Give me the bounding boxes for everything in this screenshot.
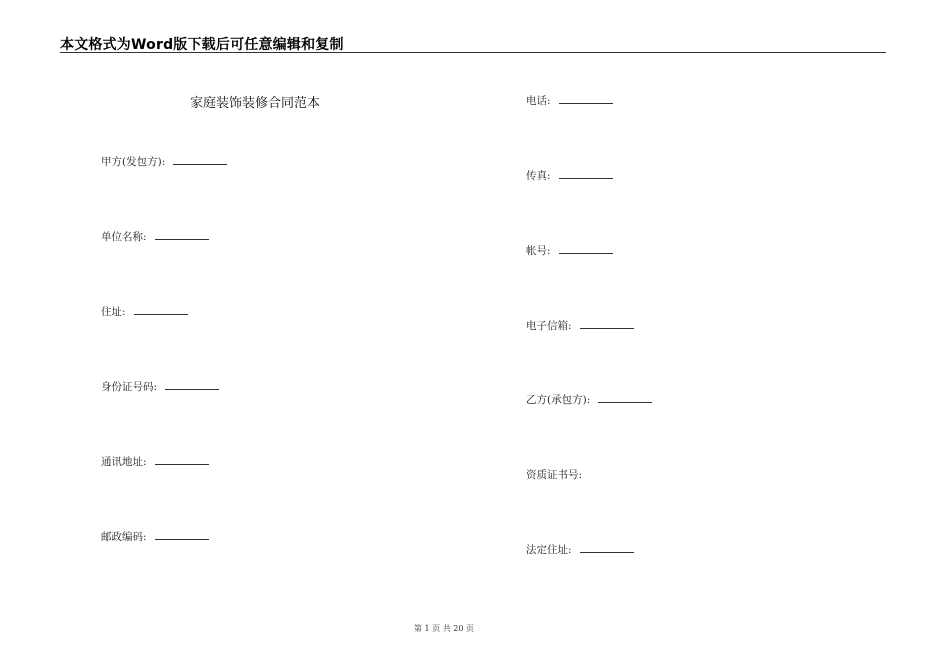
blank-line [559, 168, 613, 179]
page-header-title: 本文格式为Word版下载后可任意编辑和复制 [60, 37, 344, 53]
field-party-a [101, 154, 227, 169]
field-label: 电子信箱: [526, 320, 572, 332]
blank-line [155, 229, 209, 240]
blank-line [173, 154, 227, 165]
field-label: 资质证书号: [526, 469, 583, 481]
field-label: 住址: [101, 306, 126, 318]
field-phone [526, 93, 613, 108]
field-label: 身份证号码: [101, 381, 158, 393]
blank-line [155, 454, 209, 465]
field-label: 甲方(发包方): [101, 156, 166, 168]
blank-line [134, 304, 188, 315]
field-fax [526, 168, 613, 183]
blank-line [165, 379, 219, 390]
field-email [526, 318, 634, 333]
field-label: 通讯地址: [101, 456, 147, 468]
page-number: 第 1 页 共 20 页 [414, 624, 474, 633]
field-mailing-address [101, 454, 209, 469]
field-label: 电话: [526, 95, 551, 107]
field-unit-name [101, 229, 209, 244]
field-label: 传真: [526, 170, 551, 182]
field-label: 单位名称: [101, 231, 147, 243]
header-divider [60, 52, 886, 53]
document-title: 家庭装饰装修合同范本 [190, 96, 321, 111]
field-legal-address [526, 542, 634, 557]
blank-line [155, 529, 209, 540]
field-id-number [101, 379, 219, 394]
blank-line [559, 93, 613, 104]
field-postal-code [101, 529, 209, 544]
field-address [101, 304, 188, 319]
field-label: 邮政编码: [101, 531, 147, 543]
blank-line [580, 318, 634, 329]
field-label: 乙方(承包方): [526, 394, 591, 406]
blank-line [598, 392, 652, 403]
blank-line [580, 542, 634, 553]
blank-line [559, 243, 613, 254]
field-account [526, 243, 613, 258]
field-label: 帐号: [526, 245, 551, 257]
field-qualification-cert [526, 467, 582, 482]
field-party-b [526, 392, 652, 407]
field-label: 法定住址: [526, 544, 572, 556]
